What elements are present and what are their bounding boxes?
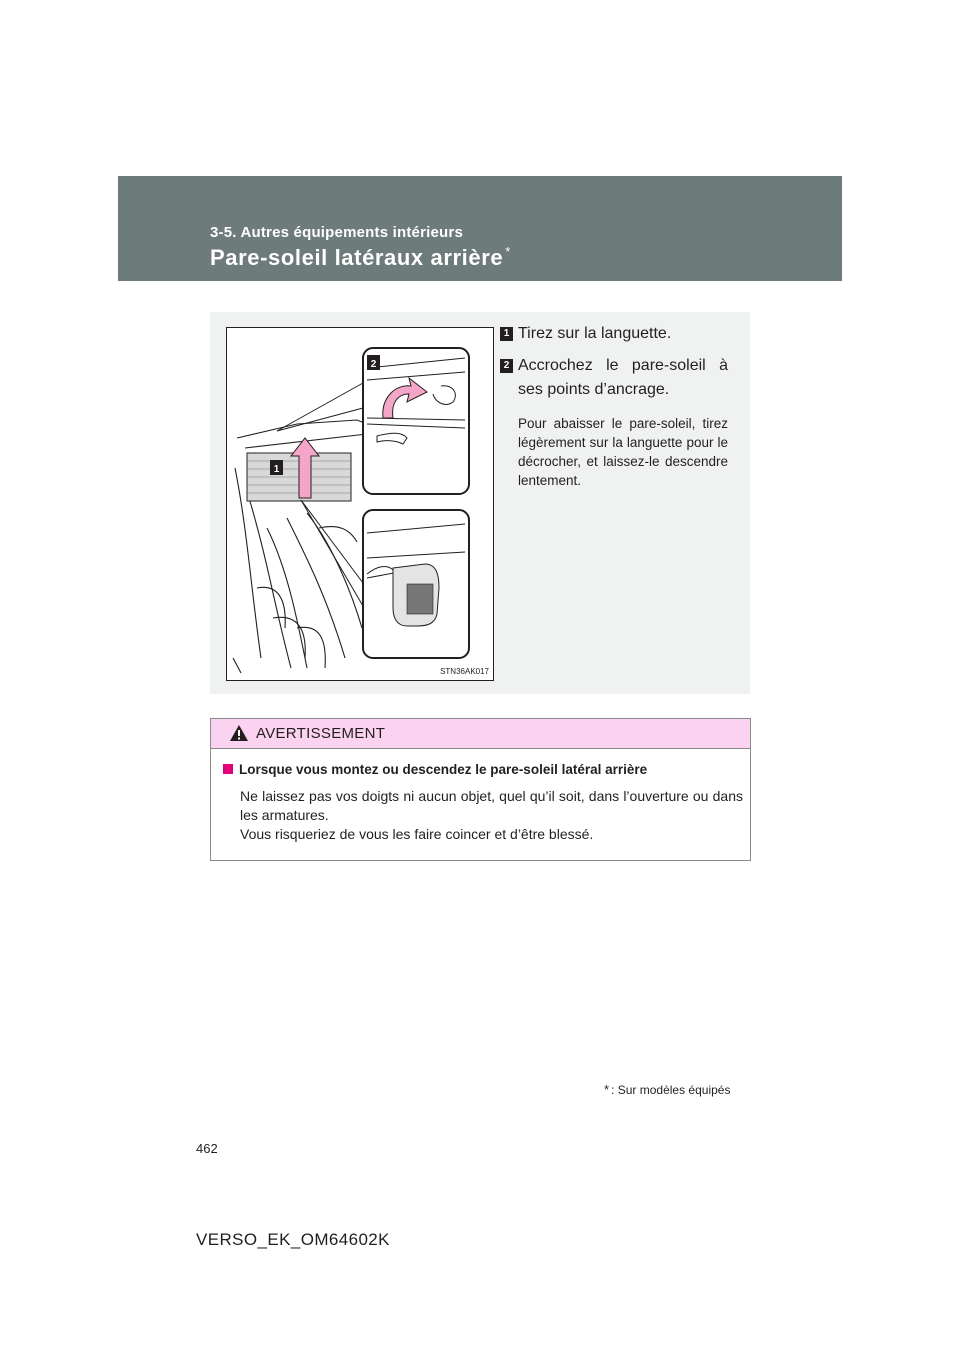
page-title bbox=[210, 244, 511, 271]
title-asterisk: * bbox=[505, 244, 511, 259]
footnote bbox=[604, 1082, 730, 1097]
step-number: 1 bbox=[500, 327, 513, 341]
warning-line: Ne laissez pas vos doigts ni aucun objet, quel qu’il soit, dans l’ouverture ou dans les armatures. bbox=[240, 788, 743, 823]
steps-list bbox=[500, 322, 728, 490]
step-text: Accrochez le pare-soleil à ses points d’ancrage. bbox=[518, 357, 728, 398]
warning-box bbox=[210, 718, 751, 861]
page-number: 462 bbox=[196, 1141, 218, 1156]
warning-line: Vous risqueriez de vous les faire coincer et d’être blessé. bbox=[240, 826, 594, 842]
section-label: 3-5. Autres équipements intérieurs bbox=[210, 224, 463, 241]
warning-text bbox=[240, 787, 743, 844]
illustration-code: STN36AK017 bbox=[440, 667, 489, 676]
warning-title: AVERTISSEMENT bbox=[256, 725, 386, 742]
callout-1: 1 bbox=[273, 464, 280, 475]
sunshade-drawing bbox=[227, 328, 493, 680]
step-note: Pour abaisser le pare-soleil, tirez légèrement sur la languette pour le décrocher, et laissez-le descendre lentement. bbox=[518, 416, 728, 488]
step-text: Tirez sur la languette. bbox=[518, 325, 672, 342]
warning-header bbox=[211, 719, 750, 749]
content-box bbox=[210, 312, 750, 694]
page-title-text: Pare-soleil latéraux arrière bbox=[210, 245, 504, 270]
callout-2: 2 bbox=[370, 359, 377, 370]
footnote-text: : Sur modèles équipés bbox=[611, 1083, 731, 1097]
footnote-asterisk: * bbox=[604, 1082, 610, 1097]
square-bullet-icon bbox=[223, 764, 233, 774]
warning-triangle-icon bbox=[229, 724, 249, 742]
header-band bbox=[118, 176, 842, 281]
step-1 bbox=[500, 322, 728, 346]
warning-subtitle bbox=[223, 762, 647, 777]
warning-subtitle-text: Lorsque vous montez ou descendez le pare-soleil latéral arrière bbox=[239, 762, 648, 777]
illustration-sunshade bbox=[226, 327, 494, 681]
step-number: 2 bbox=[500, 359, 513, 373]
step-2 bbox=[500, 354, 728, 402]
document-code: VERSO_EK_OM64602K bbox=[196, 1230, 390, 1249]
